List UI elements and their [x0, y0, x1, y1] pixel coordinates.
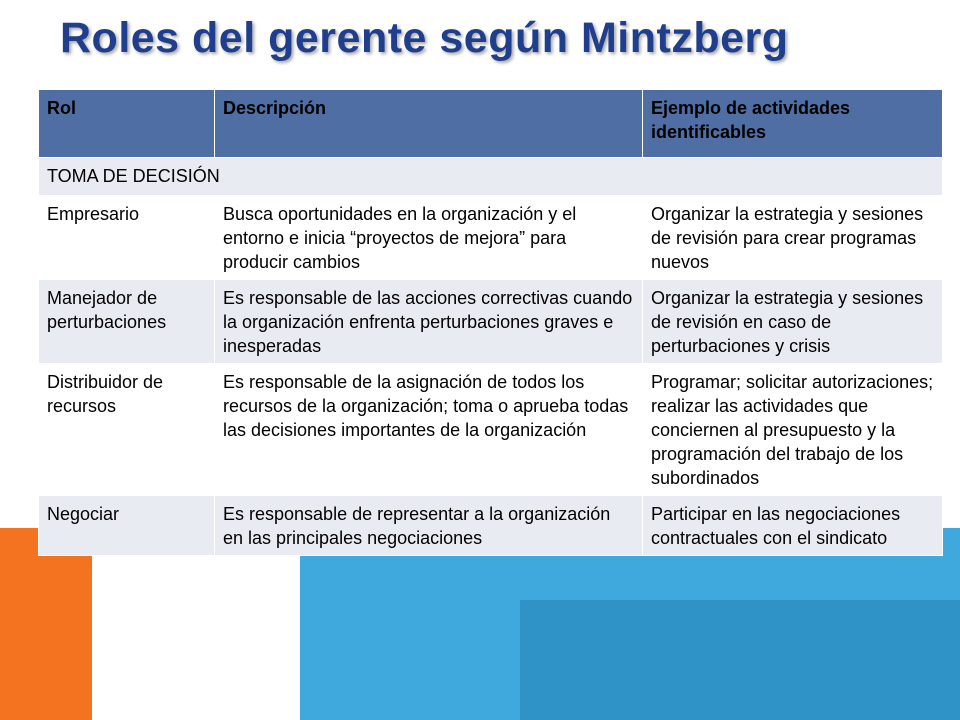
cell-rol: Negociar — [39, 496, 215, 556]
header-ejemplo: Ejemplo de actividades identificables — [643, 90, 943, 158]
section-label: TOMA DE DECISIÓN — [39, 158, 943, 196]
table-row — [39, 496, 943, 556]
cell-descripcion: Busca oportunidades en la organización y el entorno e inicia “proyectos de mejora” para producir cambios — [215, 196, 643, 280]
section-row — [39, 158, 943, 196]
header-rol: Rol — [39, 90, 215, 158]
header-descripcion: Descripción — [215, 90, 643, 158]
cell-ejemplo: Participar en las negociaciones contractuales con el sindicato — [643, 496, 943, 556]
cell-rol: Empresario — [39, 196, 215, 280]
table-header-row — [39, 90, 943, 158]
table-row — [39, 364, 943, 496]
slide-title: Roles del gerente según Mintzberg — [60, 14, 789, 62]
roles-table — [38, 89, 943, 556]
blue-accent-block-dark — [520, 600, 960, 720]
orange-accent-block — [0, 528, 92, 720]
cell-descripcion: Es responsable de la asignación de todos los recursos de la organización; toma o aprueba todas las decisiones importantes de la organización — [215, 364, 643, 496]
cell-rol: Distribuidor de recursos — [39, 364, 215, 496]
table-row — [39, 280, 943, 364]
cell-ejemplo: Organizar la estrategia y sesiones de revisión para crear programas nuevos — [643, 196, 943, 280]
cell-rol: Manejador de perturbaciones — [39, 280, 215, 364]
table-row — [39, 196, 943, 280]
cell-ejemplo: Organizar la estrategia y sesiones de revisión en caso de perturbaciones y crisis — [643, 280, 943, 364]
cell-ejemplo: Programar; solicitar autorizaciones; realizar las actividades que conciernen al presupuesto y la programación del trabajo de los subordinados — [643, 364, 943, 496]
cell-descripcion: Es responsable de las acciones correctivas cuando la organización enfrenta perturbaciones graves e inesperadas — [215, 280, 643, 364]
cell-descripcion: Es responsable de representar a la organización en las principales negociaciones — [215, 496, 643, 556]
